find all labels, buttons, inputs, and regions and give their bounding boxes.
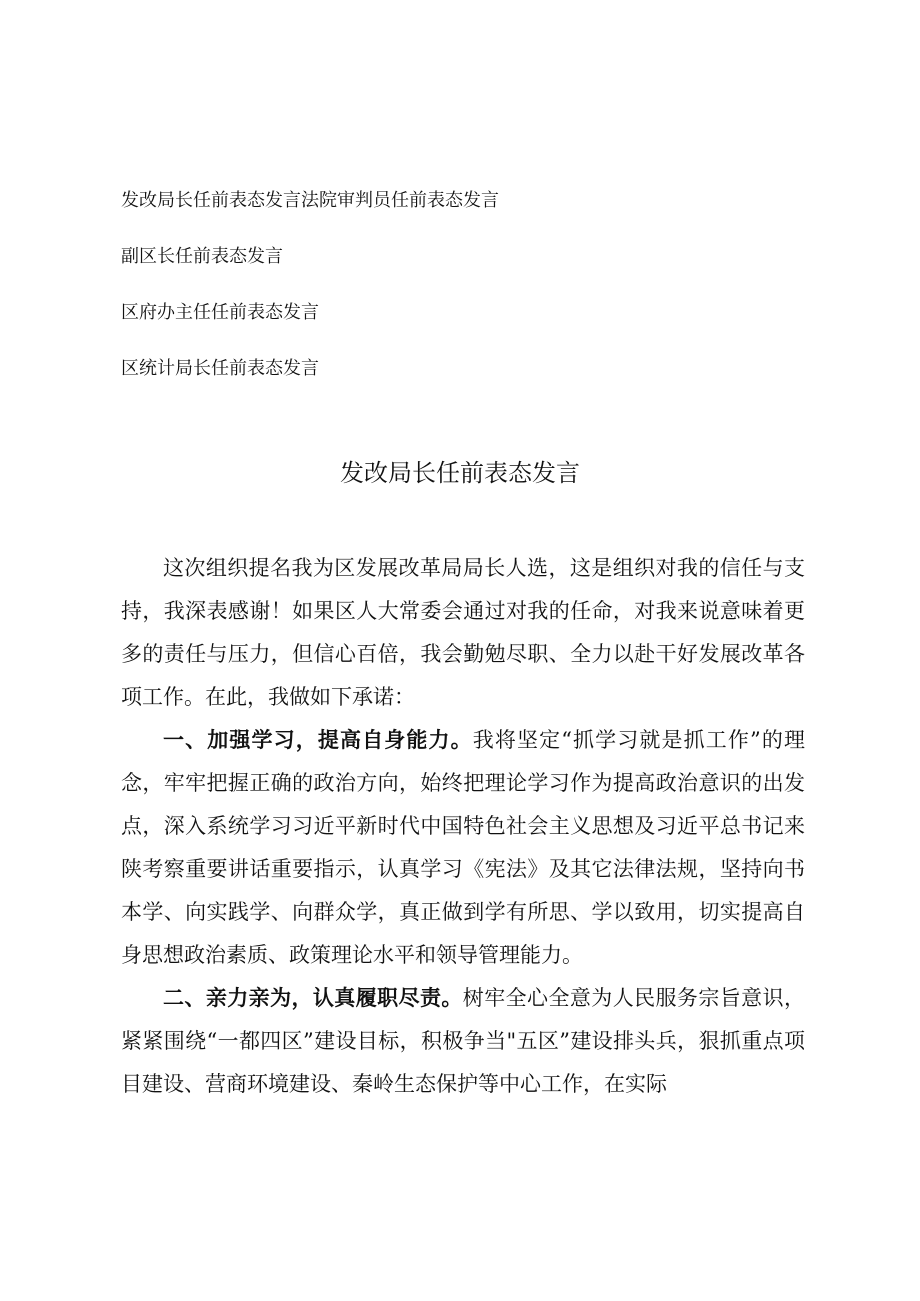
- paragraph-text: 树牢全心全意为人民服务宗旨意识，紧紧围绕“一都四区”建设目标，积极争当"五区”建设排头兵，狠抓重点项目建设、营商环境建设、秦岭生态保护等中心工作，在实际: [121, 986, 806, 1096]
- document-body: [121, 547, 805, 1106]
- paragraph: [121, 719, 805, 977]
- table-of-contents: [121, 186, 821, 410]
- toc-item: 区统计局长任前表态发言: [121, 358, 319, 379]
- toc-item: 副区长任前表态发言: [121, 246, 283, 267]
- toc-item: 区府办主任任前表态发言: [121, 302, 319, 323]
- paragraph-text: 这次组织提名我为区发展改革局局长人选，这是组织对我的信任与支持，我深表感谢！如果区人大常委会通过对我的任命，对我来说意味着更多的责任与压力，但信心百倍，我会勤勉尽职、全力以赴干好发展改革各项工作。在此，我做如下承诺：: [121, 556, 805, 709]
- paragraph-lead: 一、加强学习，提高自身能力。: [163, 728, 473, 752]
- paragraph-lead: 二、亲力亲为，认真履职尽责。: [163, 986, 463, 1010]
- paragraph: [121, 977, 805, 1106]
- paragraph-text: 我将坚定“抓学习就是抓工作”的理念，牢牢把握正确的政治方向，始终把理论学习作为提高政治意识的出发点，深入系统学习习近平新时代中国特色社会主义思想及习近平总书记来陕考察重要讲话重要指示，认真学习《宪法》及其它法律法规，坚持向书本学、向实践学、向群众学，真正做到学有所思、学以致用，切实提高自身思想政治素质、政策理论水平和领导管理能力。: [121, 728, 805, 967]
- toc-item: 发改局长任前表态发言法院审判员任前表态发言: [121, 190, 499, 211]
- paragraph: [121, 547, 805, 719]
- document-title: 发改局长任前表态发言: [340, 459, 580, 487]
